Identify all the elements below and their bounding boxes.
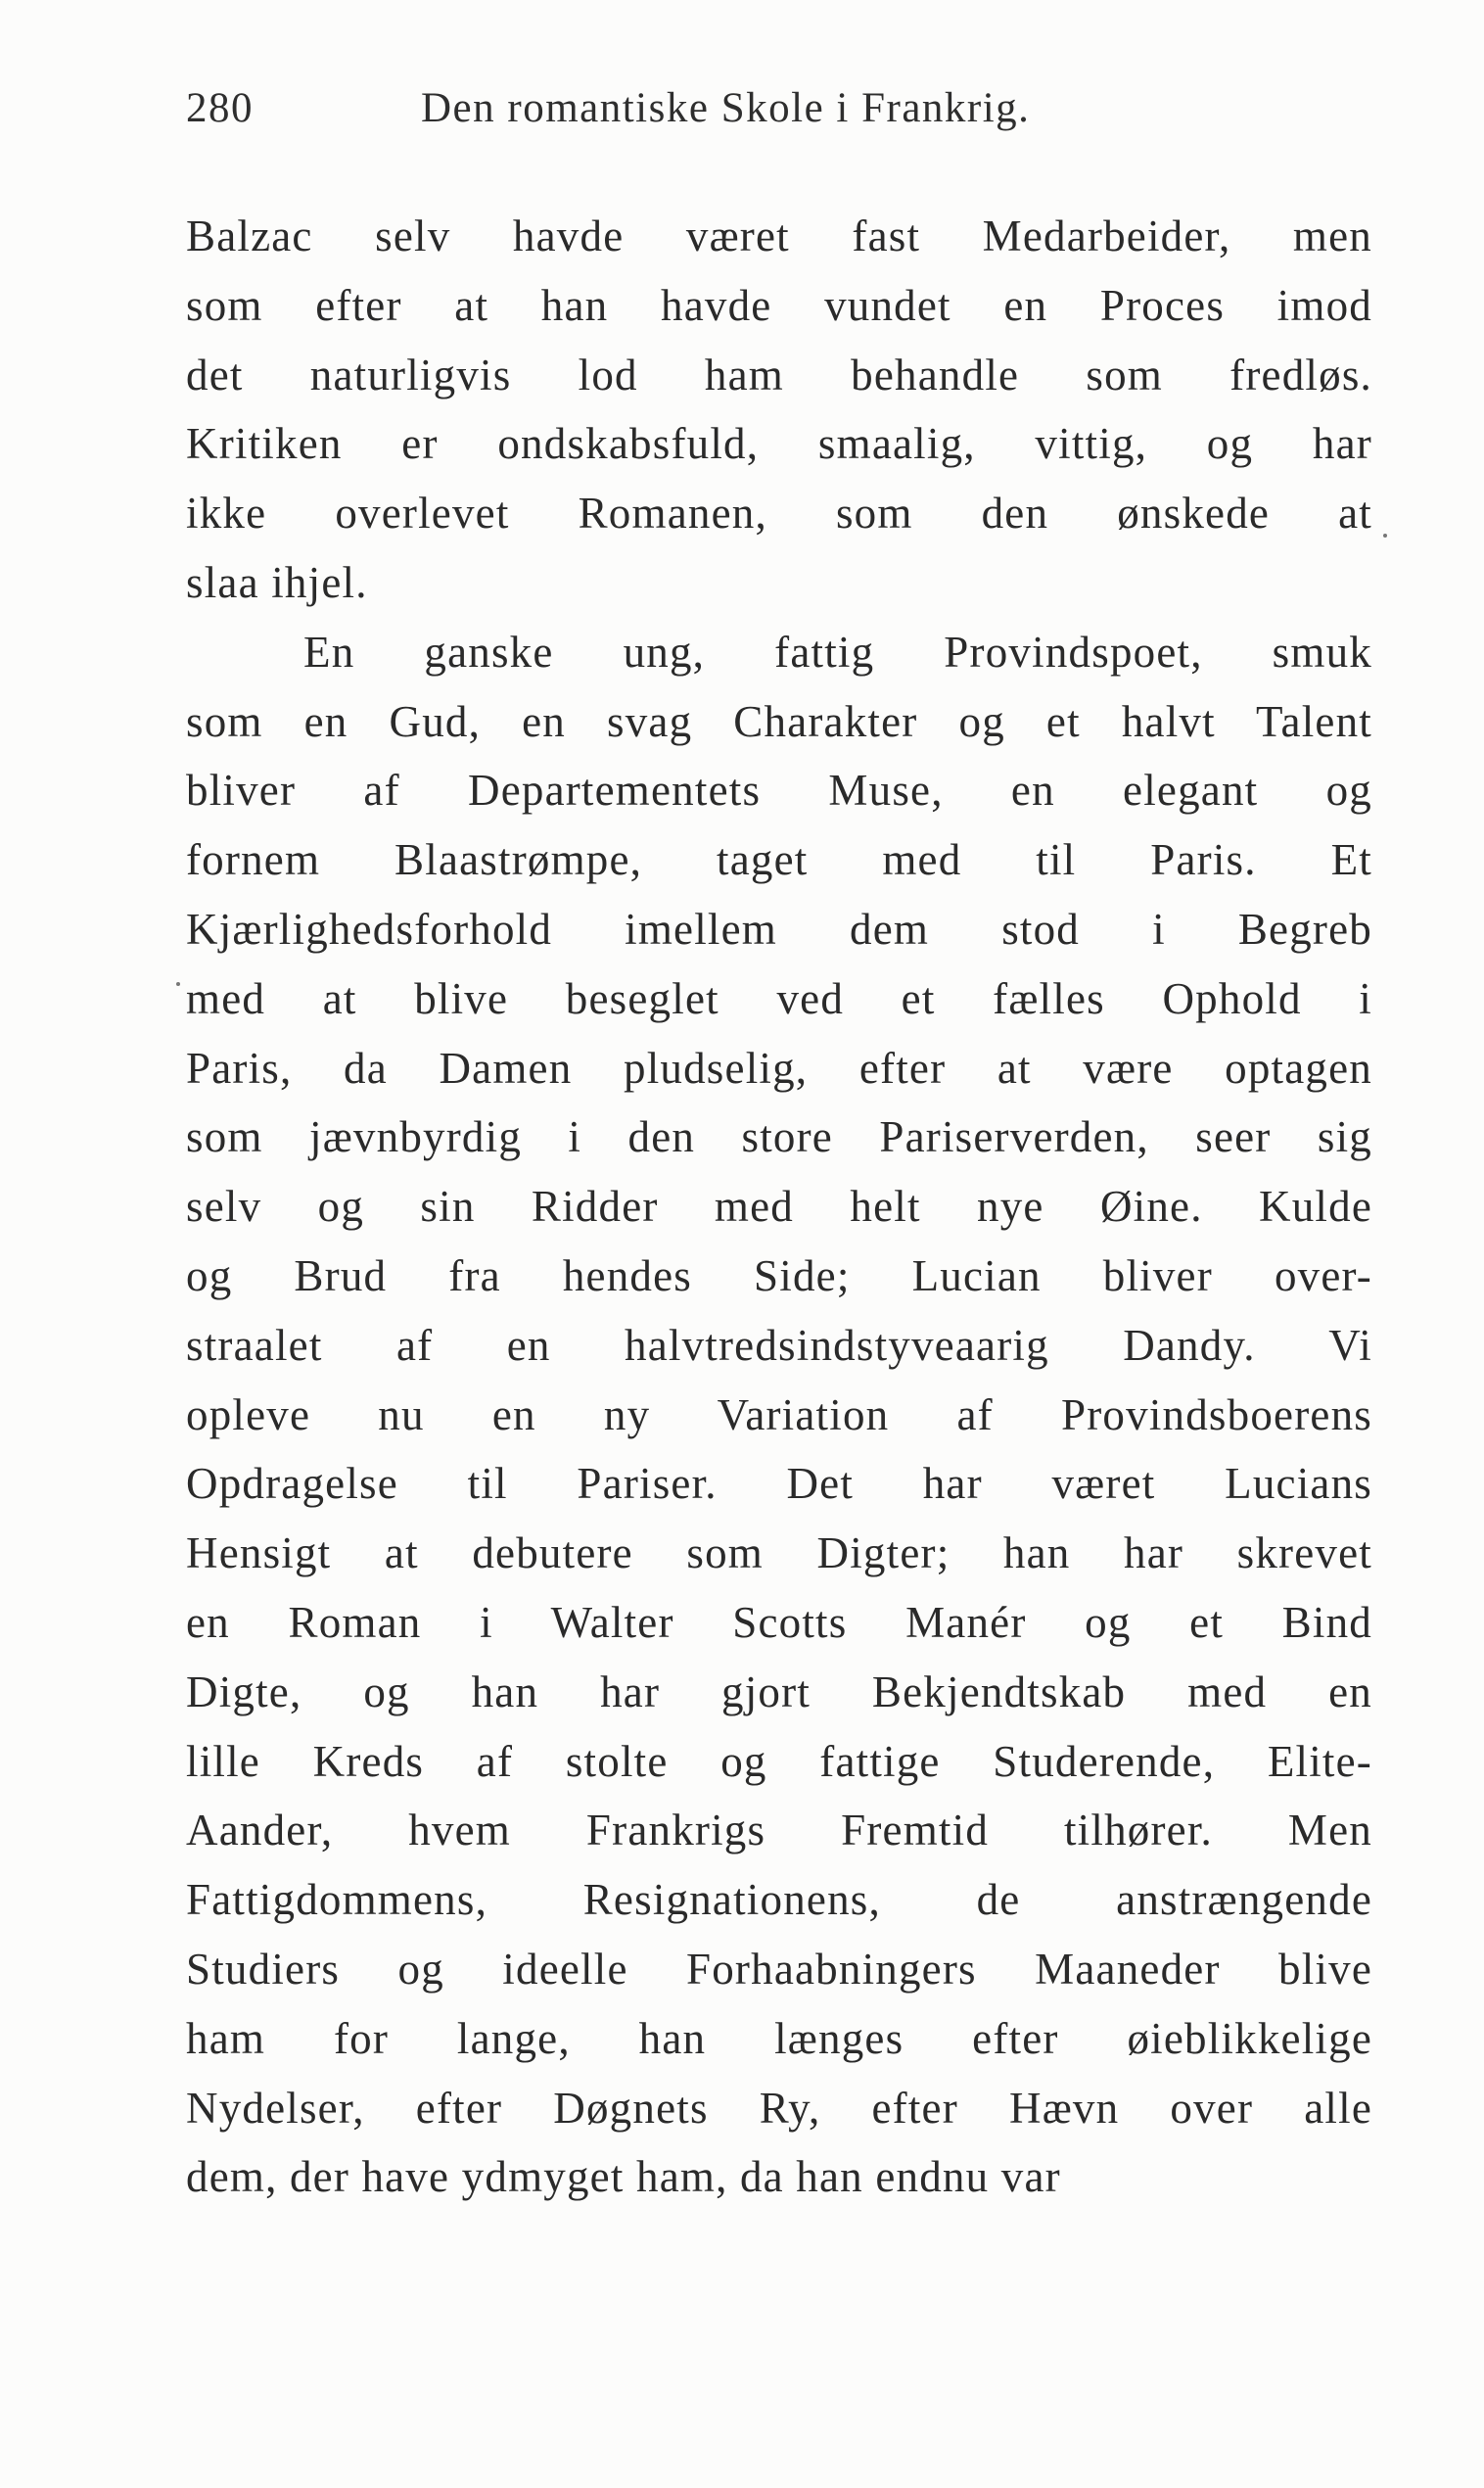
running-header bbox=[186, 84, 1390, 143]
text-line: og Brud fra hendes Side; Lucian bliver over- bbox=[186, 1250, 1372, 1300]
paragraph-2 bbox=[186, 618, 1372, 2212]
print-speck bbox=[1383, 534, 1387, 538]
text-line: dem, der have ydmyget ham, da han endnu var bbox=[186, 2152, 1061, 2202]
text-line: lille Kreds af stolte og fattige Studerende, Elite- bbox=[186, 1736, 1372, 1786]
text-line: det naturligvis lod ham behandle som fredløs. bbox=[186, 350, 1372, 399]
text-line: som efter at han havde vundet en Proces imod bbox=[186, 280, 1372, 330]
text-line: Kritiken er ondskabsfuld, smaalig, vittig, og har bbox=[186, 419, 1372, 469]
text-line: ham for lange, han længes efter øieblikkelige bbox=[186, 2013, 1372, 2063]
text-line: bliver af Departementets Muse, en elegant og bbox=[186, 766, 1372, 816]
text-line: Kjærlighedsforhold imellem dem stod i Begreb bbox=[186, 904, 1372, 954]
text-line: Studiers og ideelle Forhaabningers Maaneder blive bbox=[186, 1944, 1372, 1994]
running-title: Den romantiske Skole i Frankrig. bbox=[421, 85, 1031, 131]
text-line: slaa ihjel. bbox=[186, 557, 368, 607]
text-line: straalet af en halvtredsindstyveaarig Dandy. Vi bbox=[186, 1320, 1372, 1370]
text-line: Digte, og han har gjort Bekjendtskab med en bbox=[186, 1666, 1372, 1716]
paragraph-1 bbox=[186, 202, 1372, 618]
text-line: Hensigt at debutere som Digter; han har skrevet bbox=[186, 1528, 1372, 1578]
page-number: 280 bbox=[186, 85, 254, 131]
text-line: en Roman i Walter Scotts Manér og et Bind bbox=[186, 1597, 1372, 1647]
text-line: Aander, hvem Frankrigs Fremtid tilhører. Men bbox=[186, 1806, 1372, 1855]
text-line: fornem Blaastrømpe, taget med til Paris. Et bbox=[186, 835, 1372, 885]
text-line: opleve nu en ny Variation af Provindsboerens bbox=[186, 1389, 1372, 1439]
text-line: En ganske ung, fattig Provindspoet, smuk bbox=[303, 627, 1372, 677]
text-line: Nydelser, efter Døgnets Ry, efter Hævn over alle bbox=[186, 2083, 1372, 2133]
text-line: Fattigdommens, Resignationens, de anstrængende bbox=[186, 1875, 1372, 1925]
text-line: Balzac selv havde været fast Medarbeider, men bbox=[186, 211, 1372, 260]
text-line: med at blive beseglet ved et fælles Ophold i bbox=[186, 973, 1372, 1023]
text-line: som en Gud, en svag Charakter og et halvt Talent bbox=[186, 696, 1372, 746]
text-line: selv og sin Ridder med helt nye Øine. Kulde bbox=[186, 1182, 1372, 1232]
text-line: Paris, da Damen pludselig, efter at være optagen bbox=[186, 1043, 1372, 1093]
print-speck bbox=[176, 982, 180, 986]
text-line: som jævnbyrdig i den store Pariserverden, seer sig bbox=[186, 1112, 1372, 1162]
text-line: ikke overlevet Romanen, som den ønskede at bbox=[186, 489, 1372, 539]
body-text bbox=[186, 202, 1372, 2212]
text-line: Opdragelse til Pariser. Det har været Lucians bbox=[186, 1459, 1372, 1509]
